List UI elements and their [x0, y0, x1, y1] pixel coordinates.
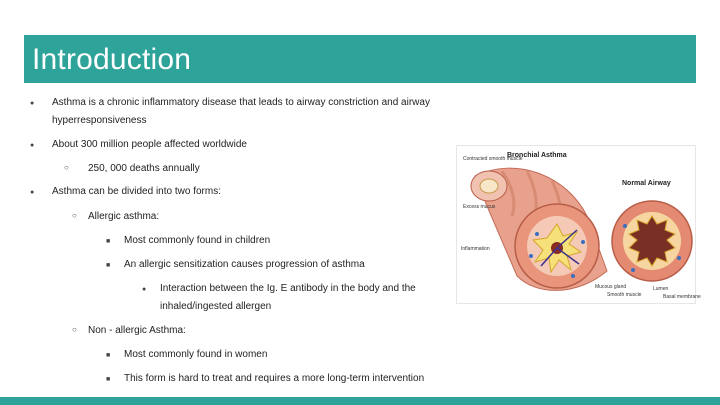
figure-title-normal: Normal Airway — [622, 180, 671, 187]
figure-label-contracted-muscle: Contracted smooth muscle — [463, 156, 523, 162]
bullet-1-line-2: hyperresponsiveness — [52, 115, 147, 126]
bullet-circle — [64, 162, 69, 174]
figure-label-mucus: Excess mucus — [463, 204, 496, 210]
bullet-dot — [142, 283, 146, 296]
bullet-square — [106, 235, 110, 248]
bullet-3-sub-1: Allergic asthma: — [88, 211, 160, 222]
figure-label-smooth-muscle: Smooth muscle — [607, 292, 642, 298]
slide-title: Introduction — [32, 43, 192, 76]
bullet-3-sub-2-b: This form is hard to treat and requires a more long-term intervention — [124, 373, 425, 384]
figure-label-lumen: Lumen — [653, 286, 669, 292]
bullet-2: About 300 million people affected worldwide — [52, 139, 247, 150]
bullet-1-line-1: Asthma is a chronic inflammatory disease that leads to airway constriction and airway — [52, 97, 430, 108]
bullet-dot — [30, 186, 34, 199]
airway-drawing — [457, 146, 695, 303]
airway-illustration — [456, 145, 701, 304]
bullet-square — [106, 373, 110, 386]
bullet-3-sub-1-b-i-line-2: inhaled/ingested allergen — [160, 301, 272, 312]
bullet-3-sub-1-b-i-line-1: Interaction between the Ig. E antibody in the body and the — [160, 283, 416, 294]
title-bar — [24, 35, 696, 83]
bullet-3-sub-2: Non - allergic Asthma: — [88, 325, 186, 336]
bottom-accent-bar — [0, 397, 720, 405]
figure-label-inflammation: Inflammation — [461, 246, 490, 252]
bullet-square — [106, 259, 110, 272]
bullet-dot — [30, 139, 34, 152]
bullet-square — [106, 349, 110, 362]
bullet-3-sub-1-a: Most commonly found in children — [124, 235, 271, 246]
figure-label-mucous-gland: Mucous gland — [595, 284, 627, 290]
bullet-circle — [72, 324, 77, 336]
bullet-circle — [72, 210, 77, 222]
bullet-dot — [30, 97, 34, 110]
bullet-3-sub-1-b: An allergic sensitization causes progression of asthma — [124, 259, 365, 270]
figure-title-asthma: Bronchial Asthma — [507, 152, 567, 159]
figure-label-basal: Basal membrane — [663, 294, 701, 300]
bullet-3-sub-2-a: Most commonly found in women — [124, 349, 268, 360]
bullet-3: Asthma can be divided into two forms: — [52, 186, 221, 197]
bullet-2-sub-1: 250, 000 deaths annually — [88, 163, 200, 174]
